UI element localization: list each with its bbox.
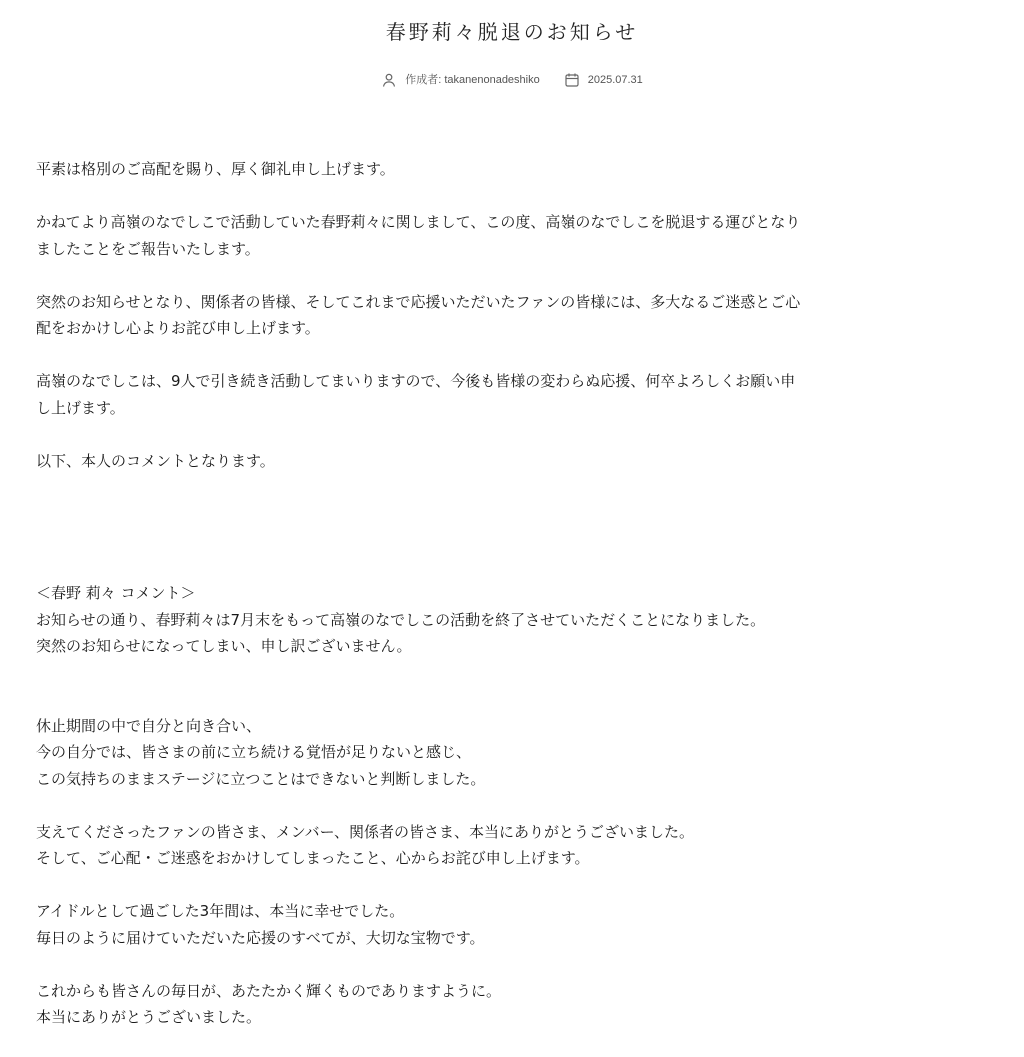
user-icon xyxy=(381,72,397,88)
article-body xyxy=(36,156,976,1057)
comment-opening-paragraph xyxy=(36,580,976,660)
text-line: 配をおかけし心よりお詫び申し上げます。 xyxy=(36,319,320,337)
text-line: これからも皆さんの毎日が、あたたかく輝くものでありますように。 xyxy=(36,981,502,1000)
greeting-paragraph xyxy=(36,156,976,183)
comment-reason-paragraph xyxy=(36,713,976,793)
author-label[interactable]: 作成者: takanenonadeshiko xyxy=(405,74,540,86)
comment-intro-paragraph xyxy=(36,448,976,475)
text-line: 支えてくださったファンの皆さま、メンバー、関係者の皆さま、本当にありがとうございました。 xyxy=(36,822,695,841)
author-meta[interactable] xyxy=(381,70,540,90)
text-line: かねてより高嶺のなでしこで活動していた春野莉々に関しまして、この度、高嶺のなでしこを脱退する運びとなり xyxy=(36,213,801,231)
page-title: 春野莉々脱退のお知らせ xyxy=(385,20,639,44)
text-line: 休止期間の中で自分と向き合い、 xyxy=(36,716,262,735)
text-line: 突然のお知らせになってしまい、申し訳ございません。 xyxy=(36,637,412,655)
calendar-icon xyxy=(564,72,580,88)
comment-heading: ＜春野 莉々 コメント＞ xyxy=(36,584,196,602)
text-line: 今の自分では、皆さまの前に立ち続ける覚悟が足りないと感じ、 xyxy=(36,743,472,761)
comment-memories-paragraph xyxy=(36,898,976,951)
text-line: 突然のお知らせとなり、関係者の皆様、そしてこれまで応援いただいたファンの皆様には、多大なるご迷惑とご心 xyxy=(36,292,801,311)
post-date: 2025.07.31 xyxy=(587,74,643,86)
text-line: 平素は格別のご高配を賜り、厚く御礼申し上げます。 xyxy=(36,160,395,178)
post-meta xyxy=(0,70,1024,90)
text-line: 以下、本人のコメントとなります。 xyxy=(36,451,275,470)
date-meta xyxy=(564,70,643,90)
continuation-paragraph xyxy=(36,368,976,421)
apology-paragraph xyxy=(36,289,976,342)
comment-thanks-paragraph xyxy=(36,819,976,872)
text-line: この気持ちのままステージに立つことはできないと判断しました。 xyxy=(36,769,486,788)
text-line: 本当にありがとうございました。 xyxy=(36,1008,262,1026)
text-line: ましたことをご報告いたします。 xyxy=(36,239,260,258)
text-line: お知らせの通り、春野莉々は7月末をもって高嶺のなでしこの活動を終了させていただくことになりました。 xyxy=(36,610,766,629)
text-line: 毎日のように届けていただいた応援のすべてが、大切な宝物です。 xyxy=(36,928,485,947)
text-line: そして、ご心配・ご迷惑をおかけしてしまったこと、心からお詫び申し上げます。 xyxy=(36,849,590,867)
text-line: 高嶺のなでしこは、9人で引き続き活動してまいりますので、今後も皆様の変わらぬ応援、何卒よろしくお願い申 xyxy=(36,372,796,390)
announcement-paragraph xyxy=(36,209,976,262)
text-line: し上げます。 xyxy=(36,398,125,417)
comment-closing-paragraph xyxy=(36,978,976,1031)
text-line: アイドルとして過ごした3年間は、本当に幸せでした。 xyxy=(36,902,405,920)
